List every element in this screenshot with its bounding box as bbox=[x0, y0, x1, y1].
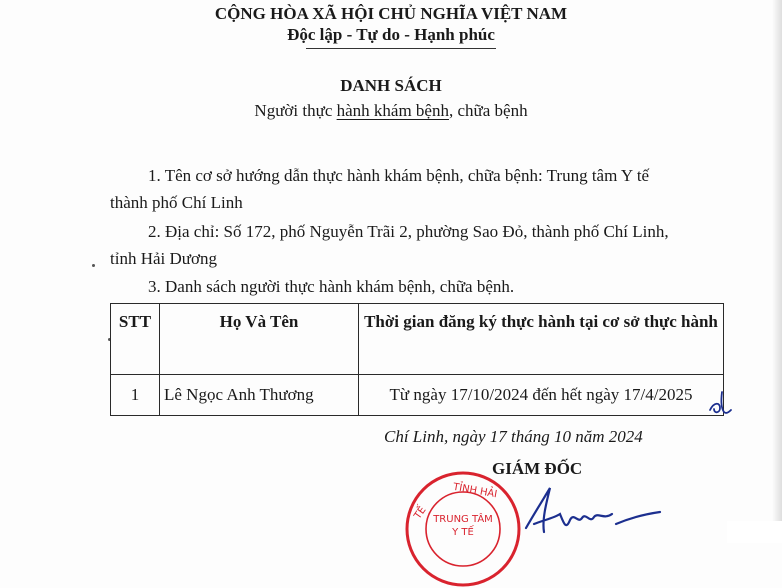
table-header-row bbox=[111, 304, 724, 375]
header-name: Họ Và Tên bbox=[160, 304, 359, 375]
header-time: Thời gian đăng ký thực hành tại cơ sở thực hành bbox=[359, 304, 724, 375]
handwritten-initial bbox=[706, 388, 736, 418]
national-title: CỘNG HÒA XÃ HỘI CHỦ NGHĨA VIỆT NAM bbox=[214, 4, 568, 23]
scan-edge-shadow bbox=[772, 0, 782, 543]
stamp-top-text: TỈNH HẢI bbox=[452, 481, 498, 501]
national-motto: Độc lập - Tự do - Hạnh phúc bbox=[287, 25, 495, 44]
director-signature bbox=[520, 484, 670, 544]
motto-underline bbox=[306, 48, 496, 49]
cell-stt: 1 bbox=[111, 375, 160, 416]
document-subtitle bbox=[0, 101, 782, 121]
stamp-center-text-2: Y TẾ bbox=[452, 527, 474, 538]
header-stt: STT bbox=[111, 304, 160, 375]
scan-corner-patch bbox=[727, 521, 782, 543]
place-date: Chí Linh, ngày 17 tháng 10 năm 2024 bbox=[384, 427, 643, 446]
item-2-line-2: tỉnh Hải Dương bbox=[110, 249, 217, 268]
signer-title: GIÁM ĐỐC bbox=[492, 459, 583, 478]
scan-speck bbox=[92, 264, 95, 267]
stamp-left-text: TẾ bbox=[412, 504, 429, 522]
practitioner-table bbox=[110, 303, 724, 416]
item-1-line-2: thành phố Chí Linh bbox=[110, 193, 243, 212]
table-row bbox=[111, 375, 724, 416]
official-seal-icon bbox=[404, 470, 522, 588]
item-1-line-1: 1. Tên cơ sở hướng dẫn thực hành khám bệnh, chữa bệnh: Trung tâm Y tế bbox=[148, 166, 650, 185]
stamp-center-text-1: TRUNG TÂM bbox=[433, 514, 493, 525]
item-2-line-1: 2. Địa chỉ: Số 172, phố Nguyễn Trãi 2, phường Sao Đỏ, thành phố Chí Linh, bbox=[148, 222, 669, 241]
subtitle-underlined: hành khám bệnh bbox=[336, 101, 449, 120]
document-title: DANH SÁCH bbox=[340, 76, 442, 95]
item-3: 3. Danh sách người thực hành khám bệnh, chữa bệnh. bbox=[148, 277, 515, 296]
cell-time: Từ ngày 17/10/2024 đến hết ngày 17/4/2025 bbox=[359, 375, 724, 416]
subtitle-suffix: , chữa bệnh bbox=[448, 101, 528, 120]
subtitle-prefix: Người thực bbox=[254, 101, 337, 120]
cell-name: Lê Ngọc Anh Thương bbox=[160, 375, 359, 416]
